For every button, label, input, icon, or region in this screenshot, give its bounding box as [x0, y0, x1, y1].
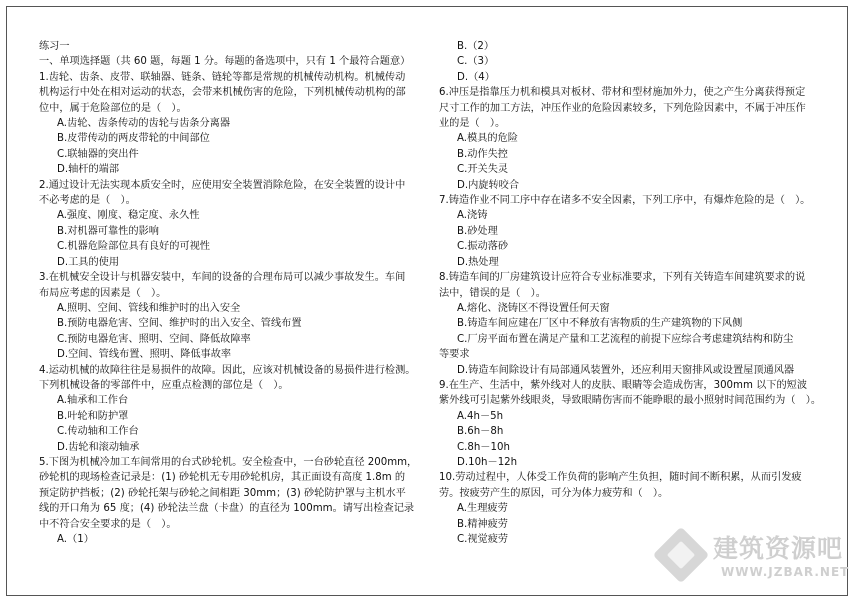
answer-option: A.轴承和工作台 — [57, 395, 129, 407]
answer-option: C.联轴器的突出件 — [57, 148, 139, 160]
question-text-line: 位中，属于危险部位的是（ ）。 — [39, 102, 187, 114]
watermark-title: 建筑资源吧 — [713, 534, 844, 563]
question-text-line: 线的开口角为 65 度；(4) 砂轮法兰盘（卡盘）的直径为 100mm。请写出检查记录 — [39, 503, 415, 515]
answer-option: A.齿轮、齿条传动的齿轮与齿条分离器 — [57, 118, 231, 130]
question-text-line: 机构运行中处在相对运动的状态，会带来机械伤害的危险，下列机械传动机构的部 — [39, 87, 406, 99]
answer-option: A.强度、刚度、稳定度、永久性 — [57, 210, 200, 222]
question-text-line: 6.冲压是指靠压力机和模具对板材、带材和型材施加外力，使之产生分离获得预定 — [439, 87, 806, 99]
question-text-line: 2.通过设计无法实现本质安全时，应使用安全装置消除危险，在安全装置的设计中 — [39, 179, 406, 191]
question-text-line: 一、单项选择题（共 60 题，每题 1 分。每题的备选项中，只有 1 个最符合题意） — [39, 56, 411, 68]
question-text-line: 10.劳动过程中，人体受工作负荷的影响产生负担，随时间不断积累，从而引发疲 — [439, 472, 802, 484]
answer-option: D.热处理 — [457, 256, 499, 268]
answer-option: D.（4） — [457, 71, 495, 83]
question-text-line: 法中，错误的是（ ）。 — [439, 287, 546, 299]
question-text-line: 业的是（ ）。 — [439, 118, 506, 130]
answer-option: D.工具的使用 — [57, 256, 120, 268]
question-text-line: 不必考虑的是（ ）。 — [39, 195, 136, 207]
question-text-line: 8.铸造车间的厂房建筑设计应符合专业标准要求，下列有关铸造车间建筑要求的说 — [439, 272, 806, 284]
answer-option: A.浇铸 — [457, 210, 488, 222]
answer-option: D.空间、管线布置、照明、降低事故率 — [57, 349, 232, 361]
answer-option: B.6h－8h — [457, 426, 504, 438]
watermark — [659, 525, 850, 589]
question-text-line: 等要求 — [439, 349, 470, 361]
answer-option: D.内旋转咬合 — [457, 179, 520, 191]
diamond-logo-icon — [653, 527, 710, 584]
question-text-line: 5.下图为机械冷加工车间常用的台式砂轮机。安全检查中，一台砂轮直径 200mm， — [39, 456, 418, 468]
answer-option: D.10h－12h — [457, 456, 518, 468]
answer-option: B.预防电器危害、空间、维护时的出入安全、管线布置 — [57, 318, 302, 330]
answer-option: A.照明、空间、管线和维护时的出入安全 — [57, 302, 241, 314]
right-column — [439, 39, 835, 547]
answer-option: B.叶轮和防护罩 — [57, 410, 129, 422]
question-text-line: 3.在机械安全设计与机器安装中，车间的设备的合理布局可以减少事故发生。车间 — [39, 272, 406, 284]
answer-option: A.熔化、浇铸区不得设置任何天窗 — [457, 302, 610, 314]
document-page — [6, 6, 848, 596]
question-text-line: 1.齿轮、齿条、皮带、联轴器、链条、链轮等都是常规的机械传动机构。机械传动 — [39, 71, 406, 83]
question-text-line: 下列机械设备的零部件中，应重点检测的部位是（ ）。 — [39, 379, 289, 391]
answer-option: D.轴杆的端部 — [57, 164, 120, 176]
answer-option: B.对机器可靠性的影响 — [57, 225, 159, 237]
answer-option: C.预防电器危害、照明、空间、降低故障率 — [57, 333, 251, 345]
answer-option: B.精神疲劳 — [457, 518, 508, 530]
answer-option: C.开关失灵 — [457, 164, 509, 176]
watermark-url: WWW.JZBAR.NET — [721, 565, 850, 579]
question-text-line: 砂轮机的现场检查记录是：(1) 砂轮机无专用砂轮机房，其正面设有高度 1.8m 的 — [39, 472, 406, 484]
answer-option: C.8h－10h — [457, 441, 510, 453]
answer-option: A.4h－5h — [457, 410, 504, 422]
question-text-line: 尺寸工作的加工方法，冲压作业的危险因素较多，下列危险因素中，不属于冲压作 — [439, 102, 806, 114]
answer-option: C.视觉疲劳 — [457, 534, 509, 545]
question-text-line: 练习一 — [39, 41, 70, 52]
answer-option: B.（2） — [457, 41, 495, 52]
question-text-line: 劳。按疲劳产生的原因，可分为体力疲劳和（ ）。 — [439, 487, 669, 499]
answer-option: C.（3） — [457, 56, 495, 68]
question-text-line: 中不符合安全要求的是（ ）。 — [39, 518, 177, 530]
answer-option: D.铸造车间除设计有局部通风装置外，还应利用天窗排风或设置屋顶通风器 — [457, 364, 795, 376]
answer-option: B.铸造车间应建在厂区中不释放有害物质的生产建筑物的下风侧 — [457, 318, 743, 330]
answer-option: C.传动轴和工作台 — [57, 426, 139, 438]
answer-option: C.厂房平面布置在满足产量和工艺流程的前提下应综合考虑建筑结构和防尘 — [457, 333, 794, 345]
question-text-line: 预定防护挡板；(2) 砂轮托架与砂轮之间相距 30mm；(3) 砂轮防护罩与主机水平 — [39, 487, 406, 499]
answer-option: A.生理疲劳 — [457, 503, 508, 515]
question-text-line: 9.在生产、生活中，紫外线对人的皮肤、眼睛等会造成伤害，300mm 以下的短波 — [439, 379, 808, 391]
question-text-line: 7.铸造作业不同工序中存在诸多不安全因素，下列工序中，有爆炸危险的是（ ）。 — [439, 195, 811, 207]
question-text-line: 布局应考虑的因素是（ ）。 — [39, 287, 167, 299]
answer-option: C.振动落砂 — [457, 241, 509, 253]
answer-option: C.机器危险部位具有良好的可视性 — [57, 241, 210, 253]
answer-option: B.皮带传动的两皮带轮的中间部位 — [57, 133, 210, 145]
question-text-line: 4.运动机械的故障往往是易损件的故障。因此，应该对机械设备的易损件进行检测。 — [39, 364, 416, 376]
answer-option: B.动作失控 — [457, 148, 508, 160]
left-column — [39, 39, 431, 547]
answer-option: B.砂处理 — [457, 225, 498, 237]
answer-option: A.（1） — [57, 534, 94, 545]
answer-option: A.模具的危险 — [457, 133, 518, 145]
question-text-line: 紫外线可引起紫外线眼炎，导致眼睛伤害而不能睁眼的最小照射时间范围约为（ ）。 — [439, 395, 822, 407]
answer-option: D.齿轮和滚动轴承 — [57, 441, 140, 453]
